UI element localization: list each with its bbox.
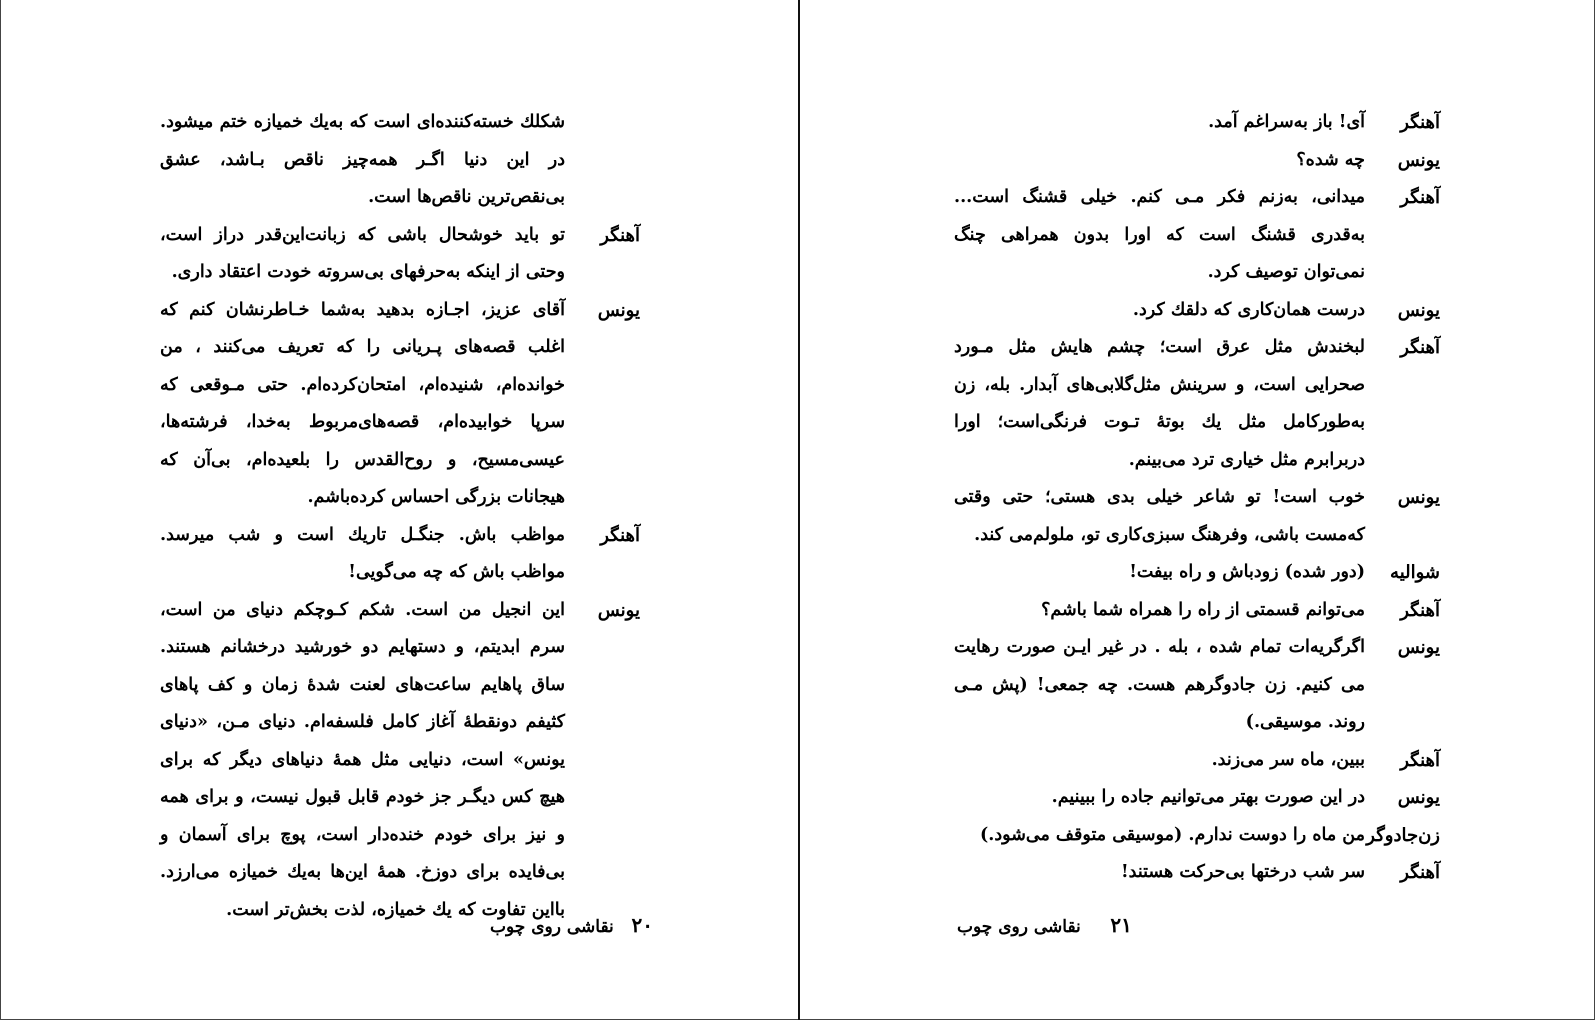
- dialogue-continuation: [160, 104, 640, 217]
- dialogue-text: مواظب باش. جنگـل تاریك است و شب میرسد. مواظب باش که چه می‌گویی!: [160, 524, 565, 582]
- dialogue-entry: [160, 292, 640, 517]
- dialogue-text: آقای عزیز، اجـازه بدهید به‌شما خـاطرنشان کنم که اغلب قصه‌های پـریانی را که تعریف می‌کنند ، من خوانده‌ام، شنیده‌ام، امتحان‌کرده‌ام. حتی مـوقعی که سرپا خوابیده‌ام، قصه‌های‌مربوط به‌خدا، فرشته‌ها، عیسی‌مسیح، و روح‌القدس را بلعیده‌ام، بی‌آن که هیجانات بزرگی احساس کرده‌باشم.: [160, 299, 565, 507]
- speaker-name: آهنگر: [1400, 862, 1440, 883]
- dialogue-text: تو باید خوشحال باشی که زبانت‌این‌قدر دراز است، وحتی از اینکه به‌حرفهای بی‌سروته خودت اعتقاد داری.: [160, 224, 565, 282]
- dialogue-entry: [954, 179, 1440, 292]
- dialogue-text: میدانی، به‌زنم فکر مـی کنم. خیلی قشنگ است... به‌قدری قشنگ است که اورا بدون همراهی چنگ نمی‌توان توصیف کرد.: [954, 187, 1365, 282]
- speaker-name: یونس: [1397, 787, 1440, 808]
- left-page-footer: [490, 913, 653, 937]
- dialogue-text: آی! باز به‌سراغم آمد.: [1208, 112, 1365, 132]
- dialogue-text: لبخندش مثل عرق است؛ چشم هایش مثل مـورد صحرایی است، و سرینش مثل‌گلابی‌های آبدار. بله، زن به‌طورکامل مثل یك بوتهٔ تـوت فرنگی‌است؛ اورا دربرابرم مثل خیاری ترد می‌بینم.: [954, 337, 1365, 470]
- dialogue-entry: [954, 742, 1440, 780]
- speaker-name: یونس: [1397, 149, 1440, 171]
- dialogue-text: خوب است! تو شاعر خیلی بدی هستی؛ حتی وقتی که‌مست باشی، وفرهنگ سبزی‌کاری تو، ملولم‌می کند.: [954, 487, 1365, 545]
- dialogue-entry: [954, 779, 1440, 817]
- speaker-name: شوالیه: [1390, 562, 1440, 583]
- speaker-name: یونس: [597, 599, 640, 621]
- right-page-entries: [954, 104, 1440, 892]
- dialogue-entry: [160, 517, 640, 592]
- scan-border-right: [1594, 0, 1595, 1020]
- dialogue-text: شکلك خسته‌کننده‌ای است که به‌یك خمیازه ختم میشود. در این دنیا اگـر همه‌چیز ناقص بـاشد، عشق بی‌نقص‌ترین ناقص‌ها است.: [160, 112, 565, 207]
- dialogue-entry: [954, 592, 1440, 630]
- dialogue-text: این انجیل من است. شکم کـوچکم دنیای من است، سرم ابدیتم، و دستهایم دو خورشید درخشانم هستند. ساق پاهایم ساعت‌های لعنت شدهٔ زمان و کف پاهای کثیفم دونقطهٔ آغاز کامل فلسفه‌ام. دنیای مـن، «دنیای یونس» است، دنیایی مثل همهٔ دنیاهای دیگر که برای هیچ کس دیگـر جز خودم قابل قبول نیست، و برای همه و نیز برای خودم خنده‌دار است، پوچ برای آسمان و بی‌فایده برای دوزخ. همهٔ این‌ها به‌یك خمیازه می‌ارزد. بااین تفاوت که یك خمیازه، لذت بخش‌تر است.: [160, 599, 565, 920]
- dialogue-text: ببین، ماه سر می‌زند.: [1211, 749, 1365, 770]
- speaker-name: آهنگر: [1400, 187, 1440, 208]
- dialogue-entry: [954, 292, 1440, 330]
- speaker-name: یونس: [597, 299, 640, 321]
- speaker-name: آهنگر: [1400, 599, 1440, 621]
- right-page: [954, 0, 1440, 1000]
- speaker-name: آهنگر: [1400, 337, 1440, 358]
- right-page-footer: [957, 913, 1132, 937]
- speaker-name: زن‌جادوگر: [1366, 824, 1440, 846]
- speaker-name: یونس: [1397, 487, 1440, 508]
- scan-border-left: [0, 0, 1, 1020]
- speaker-name: یونس: [1397, 299, 1440, 321]
- speaker-name: آهنگر: [1400, 112, 1440, 133]
- speaker-name: یونس: [1397, 637, 1440, 658]
- dialogue-text: اگرگریه‌ات تمام شده ، بله . در غیر ایـن صورت رهایت می کنیم. زن جادوگرهم هست. چه جمعی! (پش مـی روند. موسیقی.): [954, 637, 1365, 732]
- page-gutter: [798, 0, 800, 1020]
- dialogue-entry: [954, 329, 1440, 479]
- dialogue-text: من ماه را دوست ندارم. (موسیقی متوقف می‌شود.): [980, 824, 1365, 845]
- dialogue-entry: [954, 142, 1440, 180]
- dialogue-entry: [954, 629, 1440, 742]
- dialogue-text: سر شب درختها بی‌حرکت هستند!: [1121, 862, 1365, 882]
- speaker-name: آهنگر: [600, 524, 640, 546]
- dialogue-entry: [160, 217, 640, 292]
- dialogue-text: در این صورت بهتر می‌توانیم جاده را ببینیم.: [1051, 787, 1365, 807]
- dialogue-entry: [954, 104, 1440, 142]
- dialogue-text: چه شده؟: [1296, 149, 1365, 170]
- left-page: [160, 0, 640, 1000]
- dialogue-entry: [954, 817, 1440, 855]
- running-title: نقاشی روی چوب: [490, 917, 614, 937]
- running-title: نقاشی روی چوب: [957, 917, 1081, 937]
- speaker-name: آهنگر: [1400, 749, 1440, 771]
- dialogue-text: درست همان‌کاری که دلقك کرد.: [1132, 299, 1365, 320]
- dialogue-entry: [954, 554, 1440, 592]
- left-page-entries: [160, 104, 640, 929]
- dialogue-entry: [160, 592, 640, 930]
- dialogue-text: می‌توانم قسمتی از راه را همراه شما باشم؟: [1041, 599, 1365, 620]
- page-number: ۲۰: [631, 913, 654, 937]
- dialogue-entry: [954, 479, 1440, 554]
- dialogue-entry: [954, 854, 1440, 892]
- page-number: ۲۱: [1110, 913, 1132, 937]
- dialogue-text: (دور شده) زودباش و راه بیفت!: [1129, 562, 1365, 582]
- speaker-name: آهنگر: [600, 224, 640, 246]
